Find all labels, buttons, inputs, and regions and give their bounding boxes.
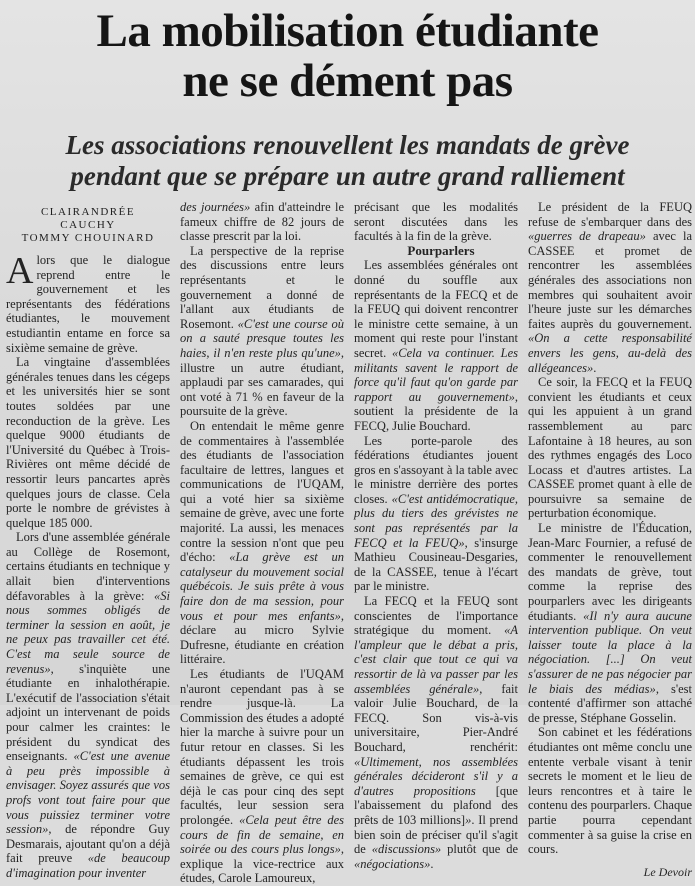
paragraph xyxy=(354,434,518,595)
paragraph xyxy=(6,250,170,355)
quote: «de beaucoup d'imagination pour inventer xyxy=(6,851,170,880)
headline-line-1: La mobilisation étudiante xyxy=(96,5,599,57)
headline-line-2: ne se dément pas xyxy=(182,55,513,107)
paragraph-text: , s'inquiète une étudiante en inhalothérapie. L'exécutif de l'association s'était adjoint un intervenant de poids pour calmer les craintes: le président du syndicat des enseignants. xyxy=(6,661,170,764)
paragraph xyxy=(180,419,344,667)
deck-line-2: pendant que se prépare un autre grand ralliement xyxy=(70,161,625,191)
quote: «Ultimement, nos assemblées générales décideront s'il y a d'autres propositions xyxy=(354,754,518,798)
quote: «Cela peut être des cours de fin de semaine, en soirée ou des cours plus longs» xyxy=(180,812,344,857)
article-column-2 xyxy=(180,200,344,886)
headline xyxy=(0,6,695,106)
article-column-4 xyxy=(528,200,693,879)
quote: «C'est une avenue à peu près impossible à envisager. Soyez assurés que vos profs vont tout faire pour que vous puissiez terminer votre session» xyxy=(6,749,170,837)
paragraph-text: . xyxy=(430,856,434,871)
paragraph-text: La perspective de la reprise des discussions entre leurs représentants et le gouvernement a donné de l'allant aux étudiants de Rosemont. xyxy=(180,243,344,331)
quote: «guerres de drapeau» xyxy=(528,229,646,244)
quote: «On a cette responsabilité envers les gens, au-delà des allégeances» xyxy=(528,331,692,375)
paragraph-text: On entendait le même genre de commentaires à l'assemblée des étudiants de l'association facultaire de lettres, langues et communications de l'UQAM, qui a voté hier sa sixième semaine de grève, avec une forte majorité. La aussi, les menaces contre la session n'ont que peu d'écho: xyxy=(180,418,344,565)
paragraph xyxy=(180,200,344,244)
drop-cap: A xyxy=(6,250,34,292)
byline-author-2: TOMMY CHOUINARD xyxy=(21,232,155,244)
paragraph-text: Les assemblées générales ont donné du souffle aux représentants de la FECQ et de la FEUQ qui doivent rencontrer le ministre cette semaine, à un moment qui reste pour l'instant secret. xyxy=(354,258,518,360)
quote: «Il n'y aura aucune intervention publique. On veut laisser toute la place à la négociation. [...] On veut s'assurer de ne pas négocier par le biais des médias» xyxy=(528,608,692,696)
paragraph: Son cabinet et les fédérations étudiantes ont même conclu une entente verbale visant à tenir secrets le moment et le lieu de leurs rencontres et à taire le contenu des pourparlers. Chaque partie pourra cependant commenter à sa guise la crise en cours. xyxy=(528,725,692,857)
paragraph xyxy=(354,594,518,871)
byline-author-1-line-2: CAUCHY xyxy=(60,219,116,231)
quote: » xyxy=(465,812,472,827)
quote: «A l'ampleur que le débat a pris, c'est clair que tout ce qui va ressortir de là va passer par les assemblées générale» xyxy=(354,623,518,696)
paragraph-text: , déclare au micro Sylvie Dufresne, étudiante en création littéraire. xyxy=(180,608,344,667)
quote: «Si nous sommes obligés de terminer la session en août, je ne peux pas travailler cet été. C'est ma seule source de revenus» xyxy=(6,588,170,676)
paragraph-text: , s'est contenté d'affirmer son attaché de presse, Stéphane Gosselin. xyxy=(528,681,692,725)
article-column-3 xyxy=(354,200,518,871)
section-subhead: Pourparlers xyxy=(407,242,475,258)
paragraph-text: Les étudiants de l'UQAM n'auront cependant pas à se rendre jusque-là. La Commission des études a adopté hier la marche à suivre pour un futur retour en classes. Si les étudiants dépassent les trois semaines de grève, ce qui est déjà le cas pour cinq des sept facultés, leur session sera prolongée. xyxy=(180,667,344,827)
signature: Le Devoir xyxy=(643,864,692,879)
quote: «discussions» xyxy=(371,842,442,857)
paragraph-text: Le ministre de l'Éducation, Jean-Marc Fournier, a refusé de commenter le renouvellement des mandats de grève, tout comme la reprise des pourparlers avec les dirigeants étudiants. xyxy=(528,521,692,623)
byline xyxy=(6,206,170,245)
paragraph: précisant que les modalités seront discutées dans les facultés à la fin de la grève. xyxy=(354,200,518,244)
paragraph-text: Les porte-parole des fédérations étudiantes jouent gros en s'assoyant à la table avec le ministre derrière des portes closes. xyxy=(354,433,518,506)
paragraph-text: [que l'abaissement du plafond des prêts de 103 millions] xyxy=(354,783,518,827)
paragraph xyxy=(6,530,170,880)
paragraph xyxy=(180,244,344,419)
quote: «C'est antidémocratique, plus du tiers des grévistes ne sont pas représentés par la FECQ et la FEUQ» xyxy=(354,491,518,550)
article-columns xyxy=(6,200,693,886)
paragraph-text: . xyxy=(593,360,597,375)
quote: «C'est une course où on a sauté presque toutes les haies, il n'en reste plus qu'une» xyxy=(180,316,344,360)
paragraph-text: , s'insurge Mathieu Cousineau-Desgaries, de la CASSEE, tenue à l'écart par le ministre. xyxy=(354,535,518,594)
subheadline-deck xyxy=(0,130,695,192)
paragraph-text: , soutient la présidente de la FECQ, Julie Bouchard. xyxy=(354,389,518,433)
paragraph xyxy=(354,258,518,433)
paragraph-text: La FECQ et la FEUQ sont conscientes de l'importance stratégique du moment. xyxy=(354,594,518,638)
quote: «La grève est un catalyseur du mouvement social québécois. Je suis prête à vous faire don de ma session, pour vous et pour mes enfants» xyxy=(180,550,344,623)
paragraph-text: afin d'atteindre le fameux chiffre de 82 jours de classe prescrit par la loi. xyxy=(180,200,344,244)
paragraph-text: avec la CASSEE et promet de rencontrer les assemblées générales des associations non membres qui souhaitent avoir l'heure juste sur les démarches faites auprès du gouvernement. xyxy=(528,229,693,331)
paragraph-text: Le président de la FEUQ refuse de s'embarquer dans des xyxy=(528,200,692,229)
paragraph-text: lors que le dialogue reprend entre le gouvernement et les représentants des fédérations étudiantes, le mouvement estudiantin entame en force sa sixième semaine de grève. xyxy=(6,253,170,355)
paragraph xyxy=(528,200,692,375)
byline-author-1-line-1: CLAIRANDRÉE xyxy=(40,206,136,218)
article-column-1 xyxy=(6,200,170,880)
quote: des journées» xyxy=(180,200,251,214)
deck-line-1: Les associations renouvellent les mandats de grève xyxy=(65,130,630,160)
paragraph-text: plutôt que de xyxy=(441,842,518,857)
paragraph-text: Lors d'une assemblée générale au Collège de Rosemont, certains étudiants en technique y allait bien d'interventions défavorables à la grève: xyxy=(6,530,170,603)
paragraph xyxy=(528,521,692,725)
paragraph: La vingtaine d'assemblées générales tenues dans les cégeps et les universités hier se sont toutes soldées par une reconduction de la grève. Les quelque 9000 étudiants de l'Université du Québec à Trois-Rivières ont même décidé de ressortir leurs pancartes après quelques jours de classe. Cela porte le nombre de grévistes à quelque 185 000. xyxy=(6,355,170,530)
paragraph-text: . Il prend bien soin de préciser qu'il s'agit de xyxy=(354,812,518,857)
quote: «Cela va continuer. Les militants savent le rapport de force qu'il faut qu'on garde par rapport au gouvernement» xyxy=(354,345,518,404)
paragraph-text: , de répondre Guy Desmarais, ajoutant qu'on a déjà fait preuve xyxy=(6,822,170,866)
paragraph: Ce soir, la FECQ et la FEUQ convient les étudiants et ceux qui les appuient à un grand rassemblement au parc Lafontaine à 18 heures, au son des rythmes engagés des Loco Locass et d'autres artistes. La CASSEE promet quant à elle de poursuivre sa semaine de perturbation économique. xyxy=(528,375,692,521)
quote: «négociations» xyxy=(354,856,431,871)
paragraph-text: , explique la vice-rectrice aux études, Carole Lamoureux, xyxy=(180,842,344,886)
paragraph-text: , illustre un autre étudiant, applaudi par ses camarades, qui ont voté à 71 % en faveur de la poursuite de la grève. xyxy=(180,345,344,419)
paragraph xyxy=(180,667,344,886)
paragraph-text: , fait valoir Julie Bouchard, de la FECQ. Son vis-à-vis universitaire, Pier-André Bouchard, renchérit: xyxy=(354,681,518,754)
